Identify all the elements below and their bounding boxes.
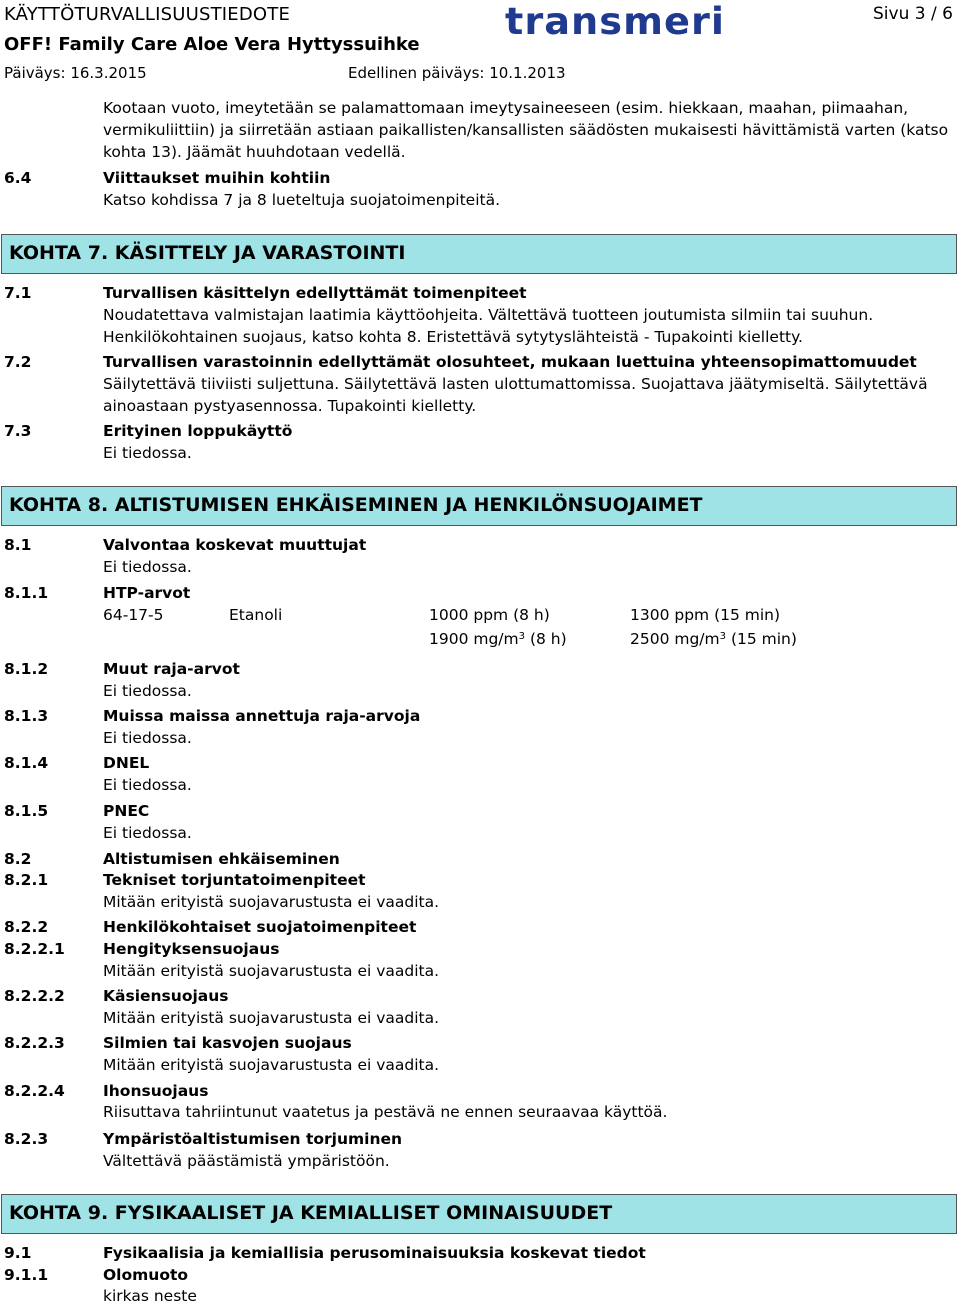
sec-7-2-line-1: Säilytettävä tiiviisti suljettuna. Säilytettävä lasten ulottumattomissa. Suojattava jäätymiseltä. Säilytettävä — [103, 375, 928, 393]
sec-8-2-1-title: Tekniset torjuntatoimenpiteet — [103, 871, 366, 889]
sec-8-1-2-text: Ei tiedossa. — [103, 682, 192, 700]
sec-7-2-number: 7.2 — [4, 353, 32, 371]
sec-8-1-1-title: HTP-arvot — [103, 584, 191, 602]
sec-9-1-1-number: 9.1.1 — [4, 1266, 49, 1284]
sec-8-1-2-title: Muut raja-arvot — [103, 660, 240, 678]
htp-substance: Etanoli — [229, 606, 283, 624]
sec-8-1-number: 8.1 — [4, 536, 32, 554]
sec-6-4-title: Viittaukset muihin kohtiin — [103, 169, 331, 187]
sec-9-1-number: 9.1 — [4, 1244, 32, 1262]
htp-cas-number: 64-17-5 — [103, 606, 164, 624]
sec-7-3-number: 7.3 — [4, 422, 32, 440]
sec-7-3-title: Erityinen loppukäyttö — [103, 422, 293, 440]
sec-8-1-3-number: 8.1.3 — [4, 707, 49, 725]
product-name: OFF! Family Care Aloe Vera Hyttyssuihke — [4, 34, 420, 55]
sec-8-1-5-text: Ei tiedossa. — [103, 824, 192, 842]
sec-8-1-title: Valvontaa koskevat muuttujat — [103, 536, 367, 554]
sec-7-2-title: Turvallisen varastoinnin edellyttämät olosuhteet, mukaan luettuina yhteensopimattomuudet — [103, 353, 917, 371]
sec-6-4-text: Katso kohdissa 7 ja 8 lueteltuja suojatoimenpiteitä. — [103, 191, 501, 209]
sec-8-1-5-title: PNEC — [103, 802, 150, 820]
sec-8-2-2-2-text: Mitään erityistä suojavarustusta ei vaadita. — [103, 1009, 440, 1027]
sec-7-2-line-2: ainoastaan pystyasennossa. Tupakointi kielletty. — [103, 397, 477, 415]
page-number: Sivu 3 / 6 — [873, 4, 953, 24]
sec-8-1-text: Ei tiedossa. — [103, 558, 192, 576]
sec-8-1-2-number: 8.1.2 — [4, 660, 49, 678]
sec-8-1-4-title: DNEL — [103, 754, 150, 772]
sec-8-2-2-title: Henkilökohtaiset suojatoimenpiteet — [103, 918, 417, 936]
document-type-title: KÄYTTÖTURVALLISUUSTIEDOTE — [4, 4, 291, 25]
sec6-cont-line-2: vermikuliittiin) ja siirretään astiaan paikallisten/kansallisten säädösten mukaisesti hävittämistä varten (katso — [103, 121, 949, 139]
sec-8-2-2-4-number: 8.2.2.4 — [4, 1082, 65, 1100]
sec-7-3-text: Ei tiedossa. — [103, 444, 192, 462]
sec-9-1-1-text: kirkas neste — [103, 1287, 197, 1305]
sec-8-2-1-number: 8.2.1 — [4, 871, 49, 889]
sec-8-1-5-number: 8.1.5 — [4, 802, 49, 820]
htp-value-15min-mg: 2500 $mg/m^3$ (15 min) — [630, 630, 797, 648]
sec-8-2-2-1-title: Hengityksensuojaus — [103, 940, 280, 958]
sec-8-1-3-text: Ei tiedossa. — [103, 729, 192, 747]
previous-date: Edellinen päiväys: 10.1.2013 — [348, 64, 566, 82]
section-9-heading-text: KOHTA 9. FYSIKAALISET JA KEMIALLISET OMINAISUUDET — [9, 1202, 613, 1224]
sec-7-1-number: 7.1 — [4, 284, 32, 302]
sec-8-2-1-text: Mitään erityistä suojavarustusta ei vaadita. — [103, 893, 440, 911]
section-9-heading — [1, 1194, 957, 1234]
sec-8-2-2-number: 8.2.2 — [4, 918, 49, 936]
sec-8-1-4-text: Ei tiedossa. — [103, 776, 192, 794]
htp-value-8h-mg: 1900 $mg/m^3$ (8 h) — [429, 630, 567, 648]
sec-8-2-2-4-title: Ihonsuojaus — [103, 1082, 209, 1100]
sec-8-2-3-text: Vältettävä päästämistä ympäristöön. — [103, 1152, 390, 1170]
sec-8-2-number: 8.2 — [4, 850, 32, 868]
section-7-heading-text: KOHTA 7. KÄSITTELY JA VARASTOINTI — [9, 242, 406, 264]
sec6-cont-line-3: kohta 13). Jäämät huuhdotaan vedellä. — [103, 143, 406, 161]
sec6-cont-line-1: Kootaan vuoto, imeytetään se palamattomaan imeytysaineeseen (esim. hiekkaan, maahan, piimaahan, — [103, 99, 909, 117]
sec-8-2-3-title: Ympäristöaltistumisen torjuminen — [103, 1130, 403, 1148]
sec-8-2-2-3-number: 8.2.2.3 — [4, 1034, 65, 1052]
htp-value-8h-ppm: 1000 ppm (8 h) — [429, 606, 550, 624]
section-8-heading — [1, 486, 957, 526]
sec-6-4-number: 6.4 — [4, 169, 32, 187]
issue-date: Päiväys: 16.3.2015 — [4, 64, 147, 82]
sec-8-2-2-4-text: Riisuttava tahriintunut vaatetus ja pestävä ne ennen seuraavaa käyttöä. — [103, 1103, 668, 1121]
sec-7-1-line-2: Henkilökohtainen suojaus, katso kohta 8. Eristettävä sytytyslähteistä - Tupakointi kielletty. — [103, 328, 803, 346]
sec-8-2-2-1-number: 8.2.2.1 — [4, 940, 65, 958]
logo-text: transmeri — [505, 4, 725, 38]
sec-8-1-4-number: 8.1.4 — [4, 754, 49, 772]
sec-8-2-2-2-title: Käsiensuojaus — [103, 987, 229, 1005]
sec-8-1-1-number: 8.1.1 — [4, 584, 49, 602]
sec-8-2-3-number: 8.2.3 — [4, 1130, 49, 1148]
section-7-heading — [1, 234, 957, 274]
transmeri-logo — [505, 4, 727, 38]
section-8-heading-text: KOHTA 8. ALTISTUMISEN EHKÄISEMINEN JA HENKILÖNSUOJAIMET — [9, 494, 703, 516]
sec-8-2-title: Altistumisen ehkäiseminen — [103, 850, 340, 868]
sec-8-2-2-1-text: Mitään erityistä suojavarustusta ei vaadita. — [103, 962, 440, 980]
sec-8-1-3-title: Muissa maissa annettuja raja-arvoja — [103, 707, 421, 725]
sec-7-1-line-1: Noudatettava valmistajan laatimia käyttöohjeita. Vältettävä tuotteen joutumista silmiin tai suuhun. — [103, 306, 874, 324]
sec-9-1-title: Fysikaalisia ja kemiallisia perusominaisuuksia koskevat tiedot — [103, 1244, 646, 1262]
htp-value-15min-ppm: 1300 ppm (15 min) — [630, 606, 781, 624]
sec-8-2-2-3-text: Mitään erityistä suojavarustusta ei vaadita. — [103, 1056, 440, 1074]
sec-7-1-title: Turvallisen käsittelyn edellyttämät toimenpiteet — [103, 284, 527, 302]
sec-9-1-1-title: Olomuoto — [103, 1266, 189, 1284]
sec-8-2-2-2-number: 8.2.2.2 — [4, 987, 65, 1005]
sec-8-2-2-3-title: Silmien tai kasvojen suojaus — [103, 1034, 352, 1052]
